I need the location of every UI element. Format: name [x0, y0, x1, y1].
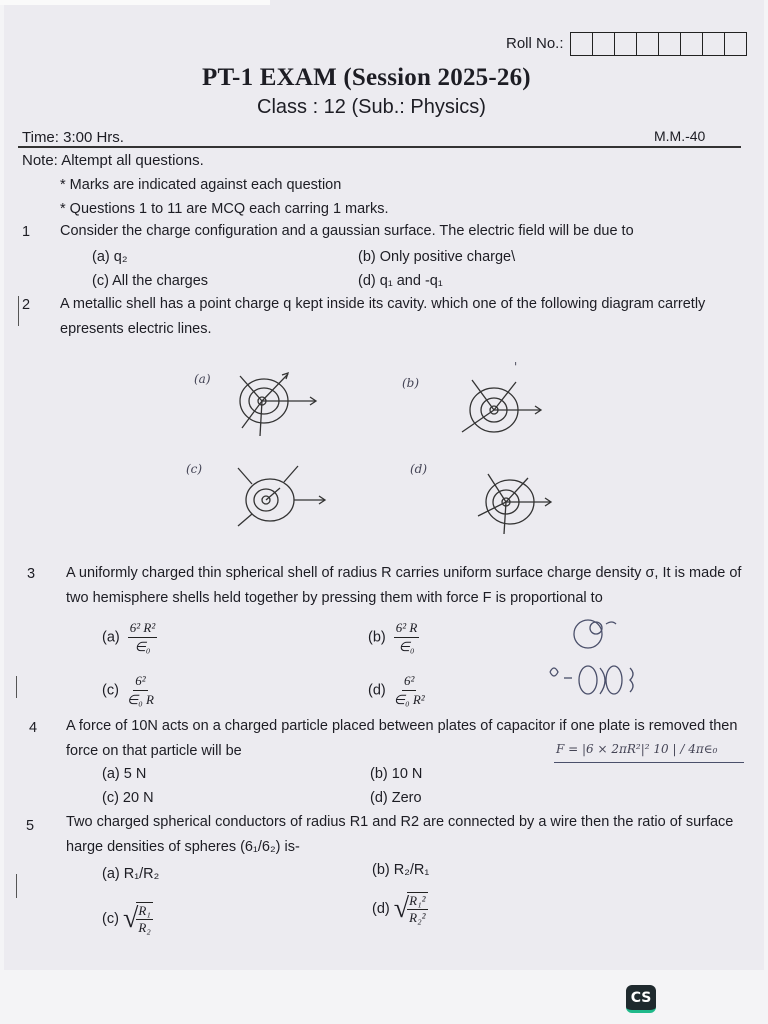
fraction-numerator: 6² R² [128, 620, 158, 638]
diagram-label-d: (d) [410, 462, 428, 476]
diagram-label-c: (c) [186, 462, 203, 476]
question-text: A uniformly charged thin spherical shell of radius R carries uniform surface charge density σ, It is made of two hemisphere shells held together by pressing them with force F is proportional to [66, 565, 742, 606]
option-d [372, 892, 428, 926]
option-b-label: (b) [368, 629, 386, 646]
option-b: (b) 10 N [370, 766, 423, 782]
question-text: A force of 10N acts on a charged particle placed between plates of capacitor if one plate is removed then force on that particle will be [66, 718, 738, 759]
margin-pen-mark [16, 874, 17, 898]
roll-no-label: Roll No.: [506, 35, 564, 52]
margin-pen-mark [18, 296, 19, 326]
option-b [368, 620, 419, 655]
fraction-denominator: ∈₀ [398, 639, 415, 654]
option-c [102, 902, 153, 936]
option-a-label: (a) [102, 629, 120, 646]
field-diagram-a [230, 368, 330, 438]
exam-time: Time: 3:00 Hrs. [22, 129, 124, 146]
fraction-numerator: 6² [402, 673, 416, 691]
field-diagram-b [458, 372, 558, 442]
stray-mark: ' [514, 360, 518, 374]
field-diagram-d [474, 468, 574, 538]
paper-edge [0, 0, 270, 5]
option-b: (b) R₂/R₁ [372, 862, 430, 878]
handwritten-line [554, 762, 744, 763]
fraction-numerator: 6² [133, 673, 147, 691]
question-text: Two charged spherical conductors of radius R1 and R2 are connected by a wire then the ratio of surface harge densities of spheres (6₁/6₂) is- [66, 814, 734, 855]
exam-title: PT-1 EXAM (Session 2025-26) [202, 64, 531, 91]
roll-no-boxes [570, 32, 747, 56]
option-c-fraction [136, 902, 152, 936]
fraction-denominator: R₂² [409, 910, 426, 925]
handwritten-sketch [540, 612, 670, 702]
diagram-label-a: (a) [194, 372, 211, 386]
question-number: 4 [29, 720, 38, 736]
question-number: 2 [22, 297, 31, 313]
fraction-numerator: 6² R [394, 620, 420, 638]
option-b: (b) Only positive charge\ [358, 249, 516, 265]
question-number: 1 [22, 224, 31, 240]
handwritten-annotation: F = |6 × 2πR²|² 10 | / 4π∈₀ [556, 742, 718, 756]
margin-pen-mark [16, 676, 17, 698]
fraction-numerator: R₁ [138, 903, 151, 918]
sqrt-sign: √ [393, 893, 410, 924]
camscanner-logo: CS [626, 985, 656, 1013]
max-marks: M.M.-40 [654, 128, 706, 144]
option-d-label: (d) [372, 900, 390, 917]
option-c-fraction [127, 673, 154, 708]
fraction-numerator: R₁² [409, 893, 426, 908]
question-number: 3 [27, 566, 36, 582]
option-c: (c) All the charges [92, 273, 209, 289]
option-c-label: (c) [102, 910, 119, 927]
question-number: 5 [26, 818, 35, 834]
question-text: A metallic shell has a point charge q kept inside its cavity. which one of the following diagram carretly epresents electric lines. [60, 296, 706, 337]
option-a-fraction [128, 620, 158, 655]
fraction-denominator: ∈₀ R [126, 692, 154, 707]
fraction-denominator: ∈₀ [134, 639, 151, 654]
fraction-denominator: R₂ [138, 920, 151, 935]
option-c-label: (c) [102, 682, 119, 699]
option-d [368, 673, 425, 708]
option-d: (d) q₁ and -q₁ [358, 273, 443, 289]
option-a: (a) 5 N [102, 766, 147, 782]
note-item: * Questions 1 to 11 are MCQ each carring 1 marks. [60, 201, 389, 217]
option-a [102, 620, 157, 655]
fraction-denominator: ∈₀ R² [393, 692, 425, 707]
exam-subtitle: Class : 12 (Sub.: Physics) [257, 96, 486, 118]
question-text: Consider the charge configuration and a gaussian surface. The electric field will be due to [60, 223, 634, 239]
option-c: (c) 20 N [102, 790, 154, 806]
option-b-fraction [394, 620, 420, 655]
option-a: (a) R₁/R₂ [102, 866, 160, 882]
option-d-fraction [407, 892, 427, 926]
sqrt-sign: √ [122, 903, 139, 934]
option-c [102, 673, 154, 708]
header-divider [18, 146, 741, 148]
diagram-label-b: (b) [402, 376, 420, 390]
note-label: Note: Altempt all questions. [22, 152, 204, 169]
option-a: (a) q₂ [92, 249, 128, 265]
option-d: (d) Zero [370, 790, 422, 806]
field-diagram-c [232, 462, 332, 532]
option-d-label: (d) [368, 682, 386, 699]
note-item: * Marks are indicated against each question [60, 177, 342, 193]
option-d-fraction [394, 673, 425, 708]
